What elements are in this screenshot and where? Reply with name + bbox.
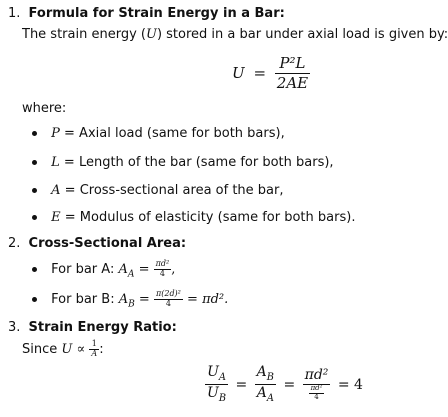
- proportionality-statement: [22, 340, 104, 359]
- inverse-area-fraction: [89, 340, 99, 359]
- area-subscript: B: [128, 299, 135, 310]
- ratio-subscript: B: [218, 392, 227, 404]
- ratio-subscript: B: [266, 371, 274, 383]
- bar-a-label: For bar A:: [51, 261, 119, 277]
- fraction-numerator: πd²: [155, 259, 170, 268]
- bar-b-result: πd².: [202, 291, 229, 307]
- fraction-numerator: π(2d)²: [155, 289, 181, 298]
- equals-sign: =: [134, 291, 154, 307]
- ratio-subscript: A: [266, 392, 274, 404]
- bar-a-fraction: [154, 260, 172, 279]
- equals-sign: =: [283, 376, 296, 393]
- bullet-icon: [32, 131, 37, 136]
- area-subscript: A: [127, 269, 135, 280]
- list-item: [32, 155, 334, 171]
- section-number: 3.: [8, 320, 21, 335]
- ratio-symbol: A: [256, 385, 267, 402]
- section-2-heading: [8, 236, 186, 252]
- ratio-right-fraction: [303, 367, 331, 403]
- ratio-symbol: U: [207, 385, 219, 402]
- section-number: 1.: [8, 6, 21, 21]
- section-1-heading: [8, 6, 285, 22]
- formula-eq: =: [253, 63, 267, 82]
- nested-fraction: [309, 385, 325, 401]
- fraction-denominator: [205, 385, 228, 405]
- area-symbol: A: [118, 261, 128, 277]
- section-3-heading: [8, 320, 177, 336]
- section-number: 2.: [8, 236, 21, 251]
- list-item: [32, 126, 285, 142]
- bar-a-area: [32, 260, 175, 281]
- formula-denominator: 2AE: [276, 73, 309, 92]
- fraction-numerator: πd²: [310, 384, 323, 393]
- ratio-result: = 4: [337, 376, 363, 393]
- ratio-lhs-fraction: [205, 364, 228, 405]
- section-title: Strain Energy Ratio:: [28, 320, 177, 335]
- bullet-symbol: A: [51, 183, 61, 198]
- bullet-symbol: P: [51, 126, 60, 141]
- bullet-symbol: E: [51, 210, 61, 225]
- fraction-denominator: [255, 385, 276, 405]
- formula-fraction: [275, 54, 310, 93]
- section-title: Cross-Sectional Area:: [28, 236, 187, 251]
- section-1-intro: [22, 27, 448, 43]
- equals-sign: =: [182, 291, 203, 307]
- fraction-denominator: 4: [159, 268, 165, 278]
- fraction-numerator: [255, 364, 276, 384]
- intro-var: U: [145, 27, 157, 42]
- bullet-icon: [32, 297, 37, 302]
- fraction-denominator: A: [91, 348, 98, 358]
- fraction-denominator: 4: [314, 392, 319, 401]
- ratio-symbol: U: [207, 364, 219, 380]
- bullet-icon: [32, 160, 37, 165]
- bullet-symbol: L: [51, 155, 60, 170]
- fraction-numerator: [205, 364, 228, 384]
- equals-sign: =: [235, 376, 248, 393]
- fraction-denominator: 4: [165, 298, 171, 308]
- list-item: [32, 183, 284, 199]
- since-tail: :: [99, 341, 104, 357]
- bar-b-fraction: [154, 290, 183, 309]
- bullet-icon: [32, 267, 37, 272]
- trailing-comma: ,: [171, 261, 176, 277]
- ratio-subscript: A: [218, 371, 226, 383]
- intro-suffix: ) stored in a bar under axial load is given by:: [156, 27, 448, 42]
- list-item: [32, 210, 355, 226]
- equals-sign: =: [134, 261, 154, 277]
- bar-b-area: [32, 290, 228, 311]
- fraction-denominator: [307, 385, 327, 403]
- area-symbol: A: [118, 291, 129, 307]
- formula-numerator: P²L: [279, 54, 306, 72]
- since-prefix: Since: [22, 341, 62, 357]
- where-label: where:: [22, 101, 67, 116]
- fraction-numerator: πd²: [304, 366, 329, 383]
- strain-energy-formula: [232, 54, 310, 93]
- ratio-symbol: A: [256, 364, 267, 380]
- bar-b-label: For bar B:: [51, 291, 119, 307]
- section-title: Formula for Strain Energy in a Bar:: [28, 6, 285, 21]
- strain-energy-ratio: [205, 364, 363, 405]
- formula-lhs: U: [232, 63, 245, 82]
- bullet-icon: [32, 188, 37, 193]
- bullet-text: = Length of the bar (same for both bars),: [59, 155, 334, 170]
- ratio-mid-fraction: [255, 364, 276, 405]
- bullet-icon: [32, 215, 37, 220]
- since-expression: U ∝: [61, 341, 86, 357]
- intro-prefix: The strain energy (: [22, 27, 146, 42]
- bullet-text: = Modulus of elasticity (same for both bars).: [60, 210, 356, 225]
- bullet-text: = Axial load (same for both bars),: [59, 126, 285, 141]
- bullet-text: = Cross-sectional area of the bar,: [60, 183, 284, 198]
- fraction-numerator: 1: [91, 339, 97, 348]
